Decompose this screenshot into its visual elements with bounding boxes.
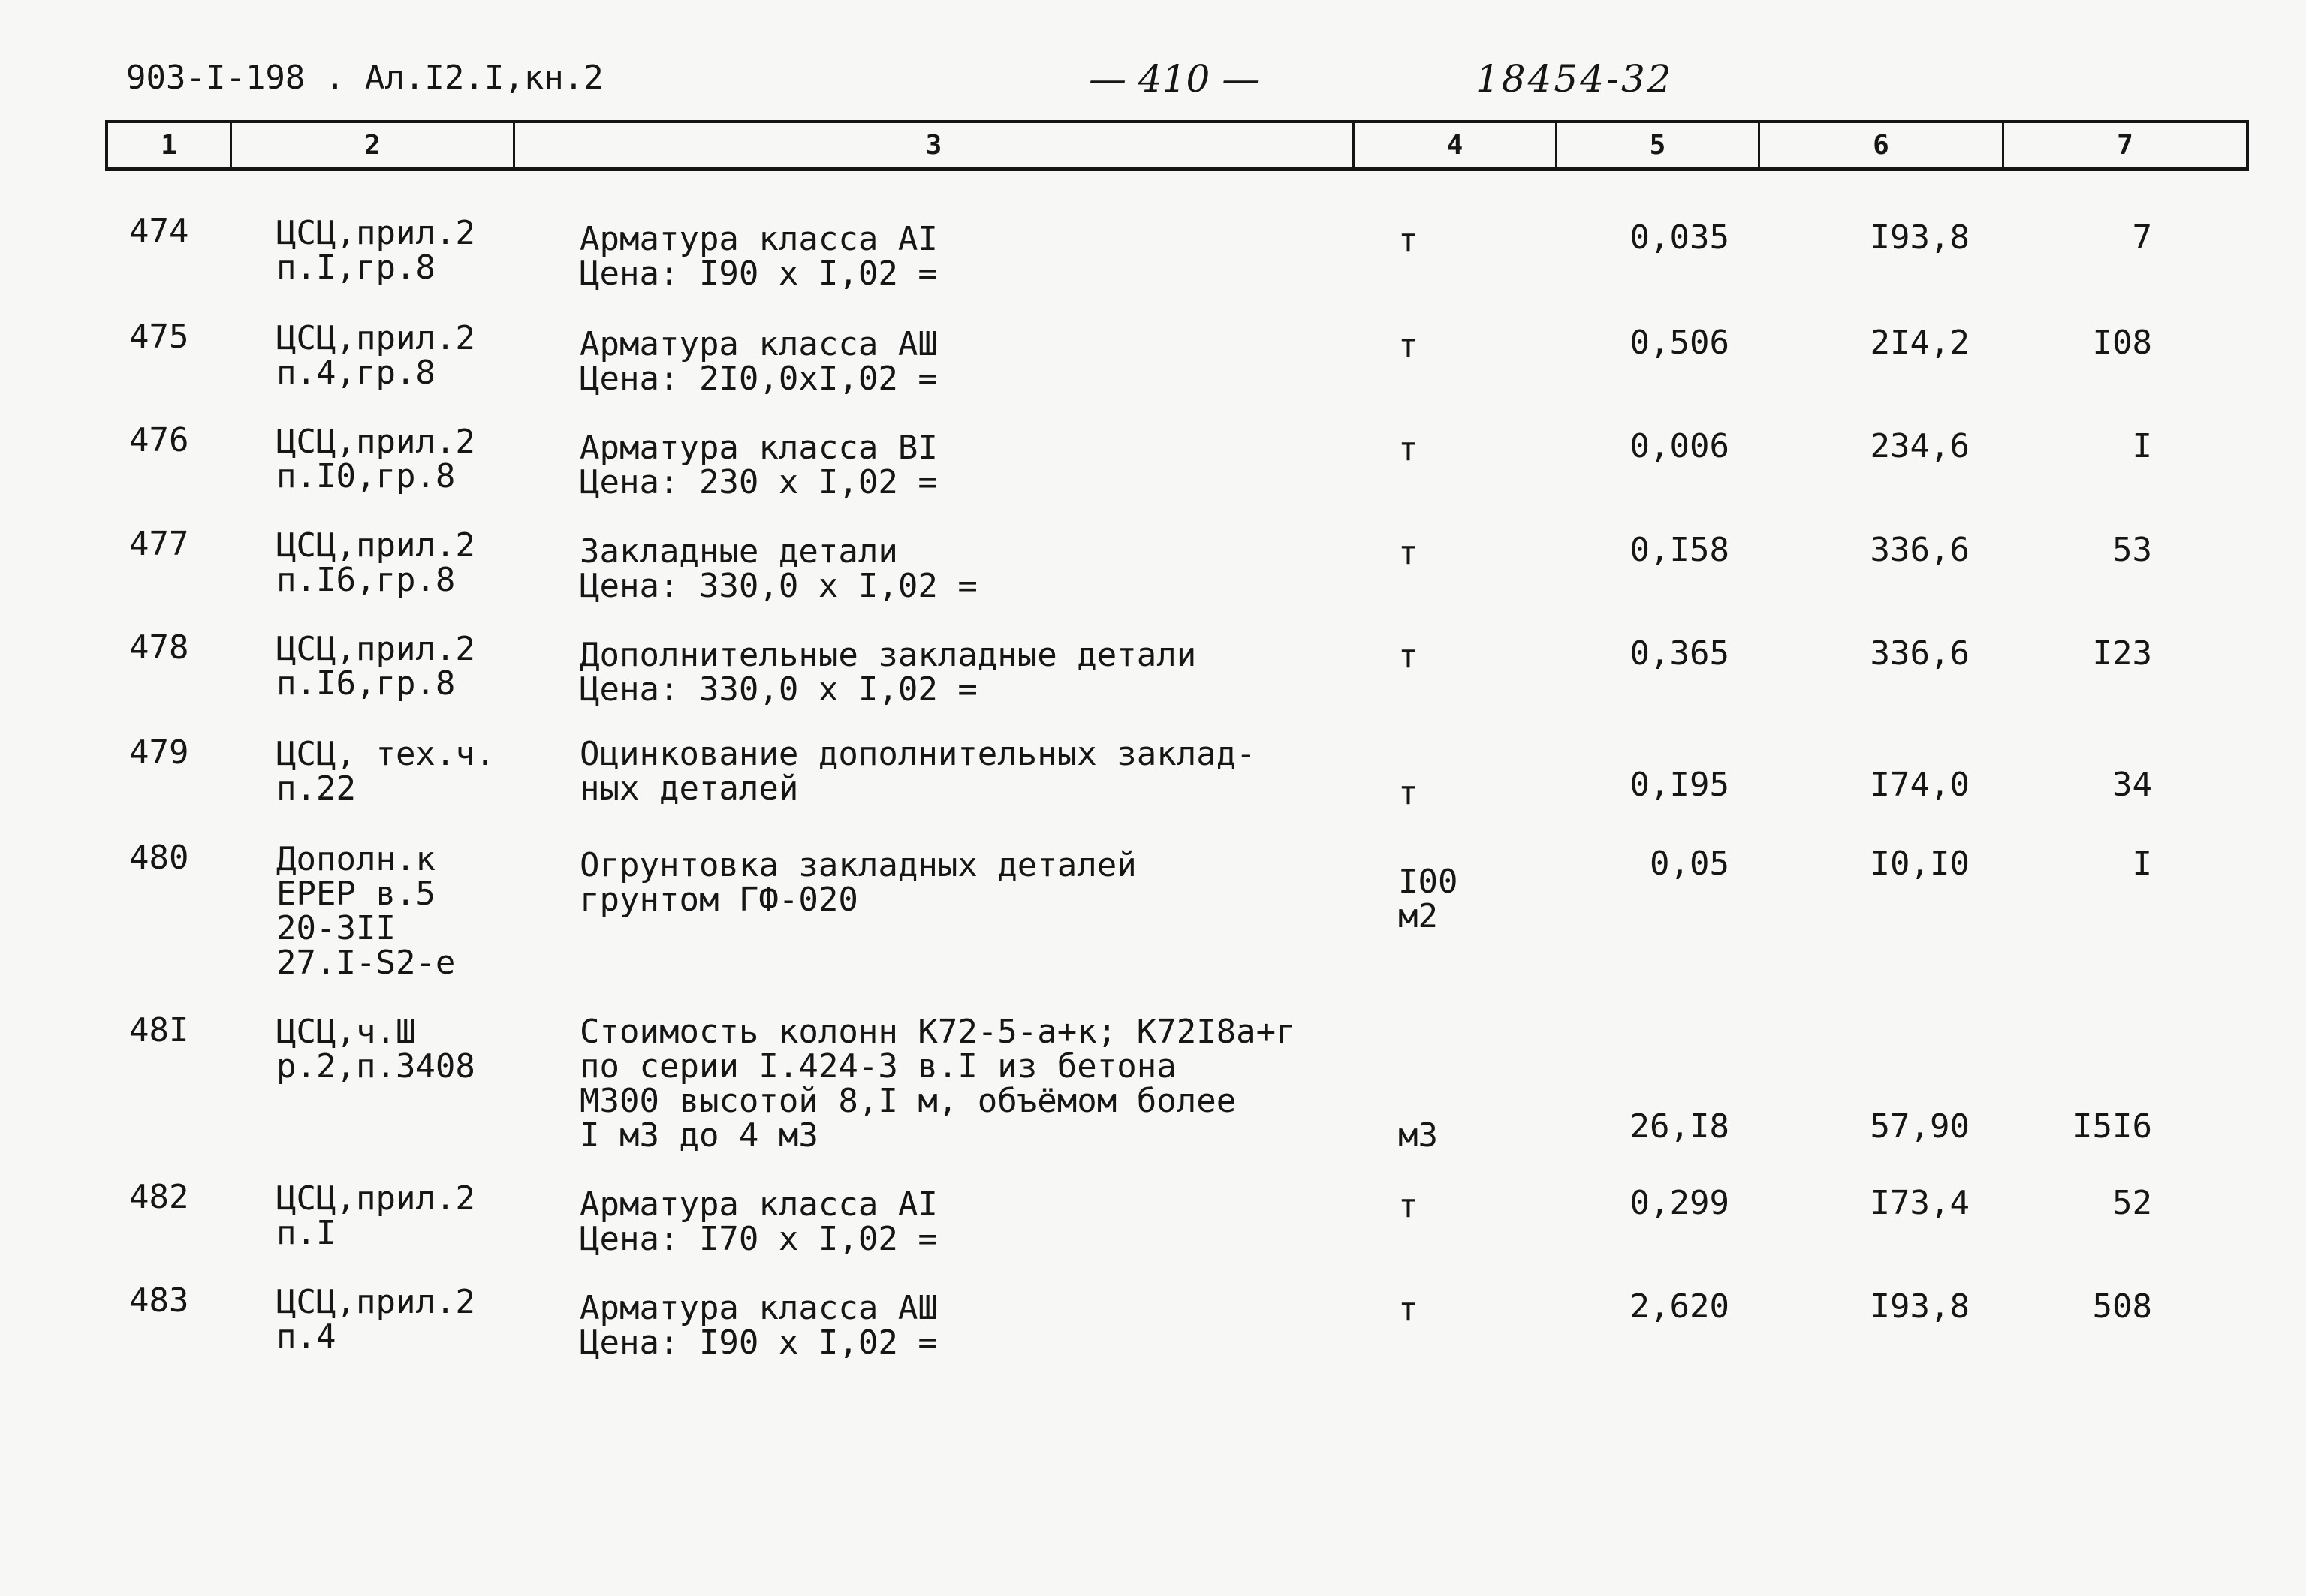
row-reference: ЦСЦ,прил.2 (276, 1179, 475, 1218)
row-unit: т (1398, 1290, 1418, 1329)
row-reference: ЦСЦ,прил.2 (276, 319, 475, 357)
row-reference: р.2,п.3408 (276, 1047, 475, 1086)
row-reference: п.I6,гр.8 (276, 561, 456, 599)
column-header-row (105, 120, 2249, 171)
row-quantity: 0,I58 (1629, 531, 1729, 569)
row-reference: 20-3II (276, 909, 396, 947)
row-unit: т (1398, 327, 1418, 365)
row-quantity: 0,05 (1650, 845, 1729, 883)
row-description: М300 высотой 8,I м, объёмом более (580, 1082, 1237, 1120)
row-number: 474 (129, 212, 189, 251)
row-description: Стоимость колонн К72-5-а+к; К72I8а+г (580, 1013, 1296, 1051)
row-price: 2I4,2 (1870, 324, 1970, 362)
row-sum: I (2132, 427, 2152, 465)
row-quantity: 0,506 (1629, 324, 1729, 362)
row-price: I0,I0 (1870, 845, 1970, 883)
row-sum: 7 (2132, 218, 2152, 257)
row-quantity: 26,I8 (1629, 1107, 1729, 1146)
row-reference: п.I (276, 1214, 336, 1252)
row-number: 482 (129, 1178, 189, 1216)
column-header: 5 (1557, 123, 1760, 167)
row-reference: п.I0,гр.8 (276, 457, 456, 495)
row-description: Цена: 230 x I,02 = (580, 463, 938, 501)
row-description: Цена: 330,0 x I,02 = (580, 567, 978, 605)
row-price: 234,6 (1870, 427, 1970, 465)
row-reference: ЦСЦ,прил.2 (276, 423, 475, 461)
row-description: Закладные детали (580, 532, 898, 571)
column-header: 6 (1760, 123, 2004, 167)
row-reference: п.4,гр.8 (276, 354, 436, 392)
row-price: I93,8 (1870, 1287, 1970, 1326)
row-sum: 34 (2112, 766, 2152, 804)
row-reference: ЦСЦ,прил.2 (276, 630, 475, 668)
row-reference: ЕРЕР в.5 (276, 875, 436, 913)
row-price: 57,90 (1870, 1107, 1970, 1146)
column-header: 2 (232, 123, 515, 167)
row-number: 478 (129, 628, 189, 667)
row-reference: ЦСЦ, тех.ч. (276, 735, 496, 773)
row-quantity: 0,035 (1629, 218, 1729, 257)
row-description: Огрунтовка закладных деталей (580, 846, 1137, 884)
row-reference: 27.I-S2-е (276, 944, 456, 982)
row-description: ных деталей (580, 769, 799, 808)
row-sum: I5I6 (2072, 1107, 2152, 1146)
row-unit: м2 (1398, 897, 1438, 935)
row-price: 336,6 (1870, 634, 1970, 673)
row-reference: ЦСЦ,прил.2 (276, 1283, 475, 1321)
row-number: 480 (129, 839, 189, 877)
column-header: 4 (1355, 123, 1557, 167)
document-number: 18454-32 (1476, 57, 1674, 101)
row-reference: п.I,гр.8 (276, 248, 436, 287)
row-reference: Дополн.к (276, 840, 436, 878)
row-sum: 53 (2112, 531, 2152, 569)
row-reference: п.4 (276, 1317, 336, 1356)
row-unit: I00 (1398, 863, 1458, 901)
row-unit: т (1398, 637, 1418, 676)
row-quantity: 0,299 (1629, 1184, 1729, 1222)
row-sum: I23 (2092, 634, 2152, 673)
row-description: Цена: I90 x I,02 = (580, 254, 938, 293)
row-description: по серии I.424-3 в.I из бетона (580, 1047, 1177, 1086)
row-description: Арматура класса АI (580, 220, 938, 258)
row-description: I м3 до 4 м3 (580, 1116, 818, 1155)
row-number: 483 (129, 1281, 189, 1320)
row-number: 477 (129, 525, 189, 563)
row-description: Арматура класса АI (580, 1185, 938, 1224)
row-number: 479 (129, 733, 189, 772)
row-description: Дополнительные закладные детали (580, 636, 1197, 674)
row-unit: т (1398, 534, 1418, 572)
row-number: 475 (129, 318, 189, 356)
row-unit: м3 (1398, 1116, 1438, 1155)
row-price: I73,4 (1870, 1184, 1970, 1222)
row-sum: 52 (2112, 1184, 2152, 1222)
row-unit: т (1398, 1187, 1418, 1225)
row-unit: т (1398, 221, 1418, 260)
row-description: Арматура класса АШ (580, 325, 938, 363)
row-description: грунтом ГФ-020 (580, 881, 858, 919)
row-description: Цена: 330,0 x I,02 = (580, 670, 978, 709)
row-price: I74,0 (1870, 766, 1970, 804)
row-description: Арматура класса АШ (580, 1289, 938, 1327)
row-description: Арматура класса ВI (580, 429, 938, 467)
row-unit: т (1398, 774, 1418, 812)
row-description: Цена: 2I0,0xI,02 = (580, 360, 938, 398)
row-description: Цена: I70 x I,02 = (580, 1220, 938, 1258)
row-reference: ЦСЦ,ч.Ш (276, 1013, 416, 1051)
page-number: — 410 — (1089, 57, 1260, 101)
column-header: 7 (2117, 130, 2133, 161)
row-quantity: 0,365 (1629, 634, 1729, 673)
row-quantity: 0,I95 (1629, 766, 1729, 804)
row-quantity: 2,620 (1629, 1287, 1729, 1326)
row-description: Цена: I90 x I,02 = (580, 1323, 938, 1362)
column-header: 3 (515, 123, 1355, 167)
row-number: 476 (129, 421, 189, 459)
row-quantity: 0,006 (1629, 427, 1729, 465)
row-sum: I08 (2092, 324, 2152, 362)
row-number: 48I (129, 1011, 189, 1049)
row-reference: ЦСЦ,прил.2 (276, 214, 475, 252)
row-sum: 508 (2092, 1287, 2152, 1326)
row-description: Оцинкование дополнительных заклад- (580, 735, 1256, 773)
row-sum: I (2132, 845, 2152, 883)
row-reference: п.I6,гр.8 (276, 664, 456, 703)
row-reference: ЦСЦ,прил.2 (276, 526, 475, 565)
row-price: 336,6 (1870, 531, 1970, 569)
row-reference: п.22 (276, 769, 356, 808)
row-price: I93,8 (1870, 218, 1970, 257)
column-header: 1 (108, 123, 232, 167)
document-code: 903-I-198 . Ал.I2.I,кн.2 (126, 59, 604, 97)
row-unit: т (1398, 430, 1418, 468)
